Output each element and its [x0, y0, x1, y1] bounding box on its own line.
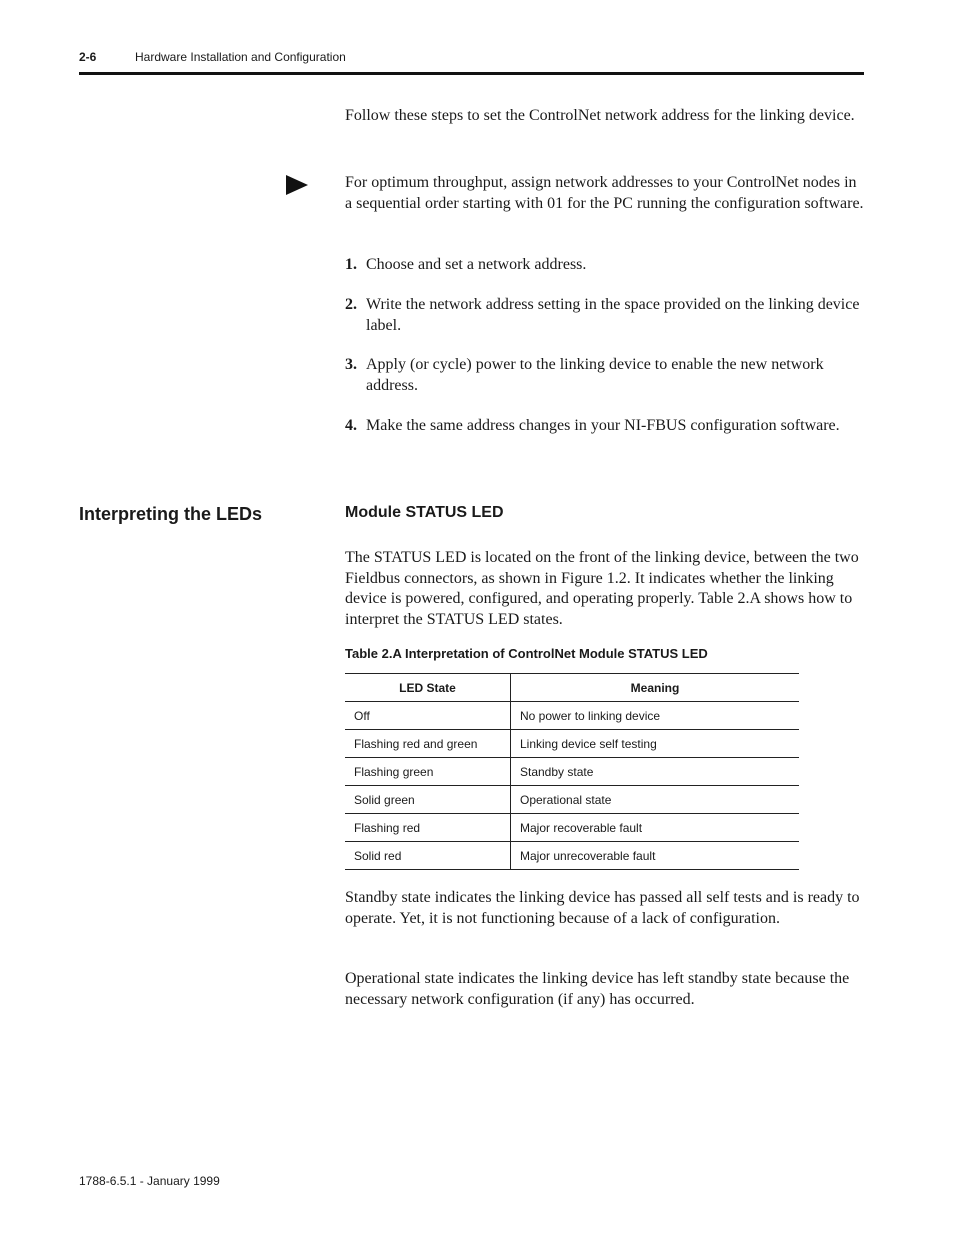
step-number: 2.: [345, 296, 357, 313]
led-state-cell: Solid green: [345, 786, 511, 814]
table-row: [345, 730, 799, 758]
table-row: [345, 814, 799, 842]
subsection-heading: Module STATUS LED: [345, 504, 504, 521]
running-title: Hardware Installation and Configuration: [135, 50, 346, 64]
tip-paragraph: For optimum throughput, assign network addresses to your ControlNet nodes in a sequential order starting with 01 for the PC running the configuration software.: [345, 174, 864, 212]
meaning-cell: Operational state: [511, 786, 800, 814]
step-text: Choose and set a network address.: [366, 256, 587, 273]
standby-note: Standby state indicates the linking device has passed all self tests and is ready to operate. Yet, it is not functioning because of a lack of configuration.: [345, 889, 860, 927]
status-led-paragraph: The STATUS LED is located on the front of the linking device, between the two Fieldbus connectors, as shown in Figure 1.2. It indicates whether the linking device is powered, configured, and operating properly. Table 2.A shows how to interpret the STATUS LED states.: [345, 549, 859, 628]
arrow-right-icon: [286, 175, 308, 195]
led-state-cell: Flashing red and green: [345, 730, 511, 758]
meaning-cell: No power to linking device: [511, 702, 800, 730]
step-text: Write the network address setting in the space provided on the linking device label.: [366, 296, 860, 334]
meaning-cell: Major recoverable fault: [511, 814, 800, 842]
column-header: LED State: [345, 674, 511, 702]
table-header-row: [345, 674, 799, 702]
operational-note: Operational state indicates the linking device has left standby state because the necessary network configuration (if any) has occurred.: [345, 970, 850, 1008]
table-caption: Table 2.A Interpretation of ControlNet Module STATUS LED: [345, 646, 708, 661]
led-state-cell: Off: [345, 702, 511, 730]
section-heading: Interpreting the LEDs: [79, 504, 263, 524]
step-item: [345, 295, 860, 336]
intro-paragraph: Follow these steps to set the ControlNet network address for the linking device.: [345, 107, 855, 124]
step-number: 3.: [345, 356, 357, 373]
step-item: [345, 355, 860, 396]
page-header: [79, 50, 864, 75]
step-item: [345, 416, 860, 437]
step-text: Apply (or cycle) power to the linking device to enable the new network address.: [366, 356, 824, 394]
meaning-cell: Linking device self testing: [511, 730, 800, 758]
step-number: 1.: [345, 256, 357, 273]
page-footer: 1788-6.5.1 - January 1999: [79, 1174, 220, 1188]
meaning-cell: Standby state: [511, 758, 800, 786]
step-number: 4.: [345, 417, 357, 434]
table-row: [345, 702, 799, 730]
led-state-table: [345, 673, 799, 870]
led-state-cell: Flashing green: [345, 758, 511, 786]
led-state-cell: Flashing red: [345, 814, 511, 842]
step-text: Make the same address changes in your NI-FBUS configuration software.: [366, 417, 840, 434]
table-row: [345, 786, 799, 814]
led-state-cell: Solid red: [345, 842, 511, 870]
page-number: 2-6: [79, 50, 97, 64]
step-item: [345, 255, 860, 276]
table-row: [345, 842, 799, 870]
column-header: Meaning: [511, 674, 800, 702]
table-row: [345, 758, 799, 786]
meaning-cell: Major unrecoverable fault: [511, 842, 800, 870]
